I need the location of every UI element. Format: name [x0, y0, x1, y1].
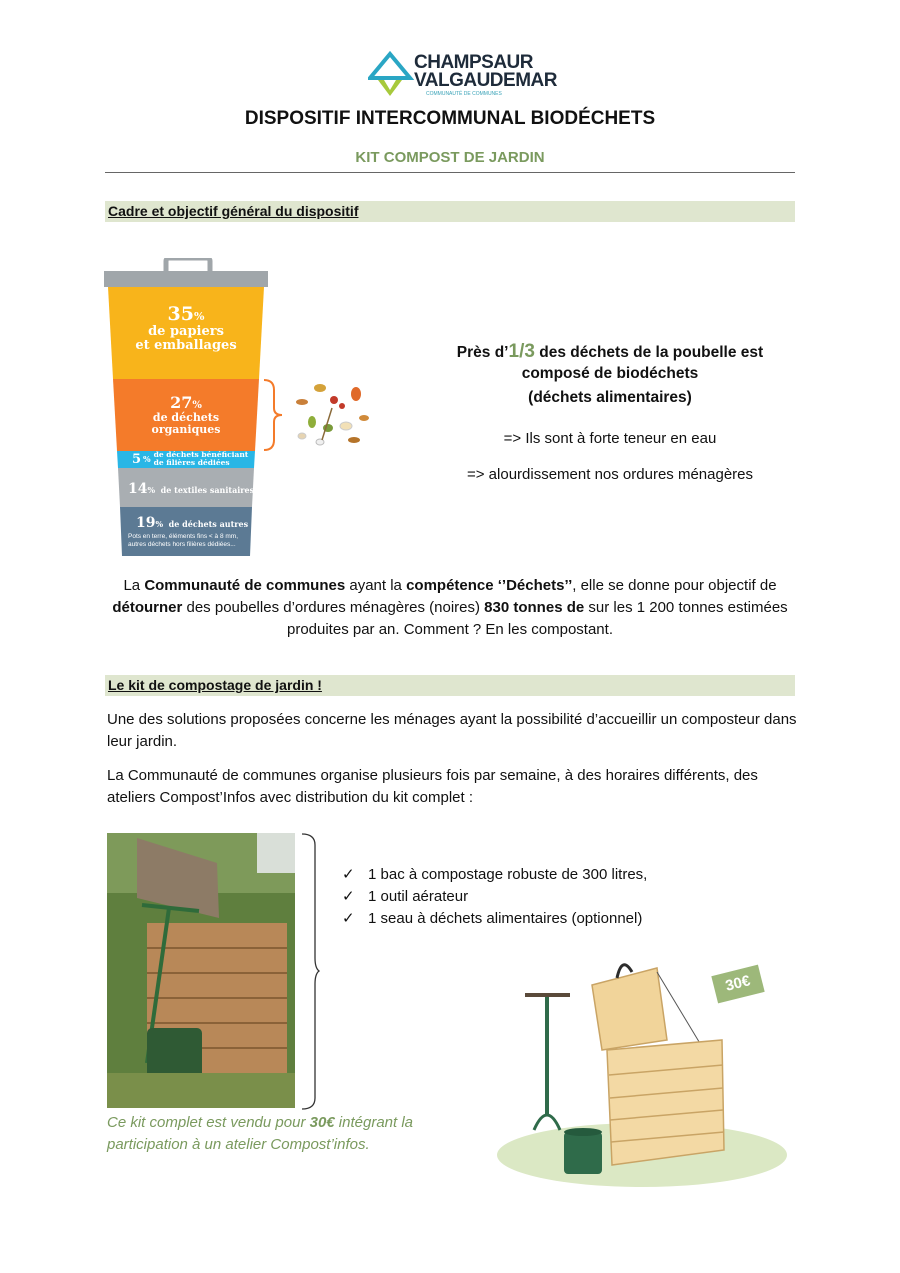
water-content-note: => Ils sont à forte teneur en eau — [503, 430, 717, 447]
logo-subtitle: COMMUNAUTÉ DE COMMUNES — [426, 91, 502, 97]
one-third-highlight: 1/3 — [508, 341, 535, 362]
list-item: ✓ 1 outil aérateur — [342, 886, 647, 908]
workshop-paragraph: La Communauté de communes organise plusieurs fois par semaine, à des horaires différents, des ateliers Compost’Infos avec distribution du kit complet : — [107, 767, 758, 806]
weight-note: => alourdissement nos ordures ménagères — [467, 466, 753, 483]
organic-waste-illustration — [262, 378, 382, 453]
solution-paragraph: Une des solutions proposées concerne les ménages ayant la possibilité d’accueillir un composteur dans leur jardin. — [107, 711, 797, 750]
kit-contents-list — [342, 864, 647, 930]
section-heading: Le kit de compostage de jardin ! — [108, 677, 322, 693]
bin-segment-papers: 35% de papiers et emballages — [135, 303, 237, 353]
list-item: ✓ 1 seau à déchets alimentaires (optionnel) — [342, 908, 647, 930]
logo-wordmark: CHAMPSAUR VALGAUDEMAR — [414, 52, 557, 91]
bin-segment-textiles: 14% de textiles sanitaires — [128, 481, 255, 497]
section-heading-bar — [105, 675, 795, 696]
section-heading-bar — [105, 201, 795, 222]
kit-price-note: Ce kit complet est vendu pour 30€ intégrant la participation à un atelier Compost’infos. — [107, 1114, 414, 1153]
section-heading: Cadre et objectif général du dispositif — [108, 203, 359, 219]
document-title: DISPOSITIF INTERCOMMUNAL BIODÉCHETS — [244, 108, 656, 129]
kit-bracket — [300, 833, 320, 1111]
title-divider — [105, 172, 795, 173]
list-item: ✓ 1 bac à compostage robuste de 300 litres, — [342, 864, 647, 886]
bin-segment-other-note: Pots en terre, éléments fins < à 8 mm, autres déchets hors filières dédiées... — [128, 533, 239, 548]
check-icon: ✓ — [342, 910, 355, 927]
bin-segment-organic: 27% de déchets organiques — [151, 393, 221, 436]
objective-paragraph: La Communauté de communes ayant la compétence ‘’Déchets’’, elle se donne pour objectif de détourner des poubelles d’ordures ménagères (noires) 830 tonnes de sur les 1 200 tonnes estimées produites par an. Comment ? En les compostant. — [112, 577, 788, 638]
bin-segment-dedicated: 5 % de déchets bénéficiant de filières dédiées — [132, 450, 249, 467]
price-tag: 30€ — [711, 965, 764, 1004]
bin-segment-other: 19% de déchets autres — [136, 515, 249, 531]
check-icon: ✓ — [342, 866, 355, 883]
check-icon: ✓ — [342, 888, 355, 905]
compost-kit-photo — [107, 833, 295, 1108]
document-subtitle: KIT COMPOST DE JARDIN — [355, 149, 545, 166]
waste-bin-infographic — [104, 258, 268, 558]
biowaste-claim: Près d’1/3 des déchets de la poubelle est composé de biodéchets (déchets alimentaires) — [456, 341, 764, 406]
